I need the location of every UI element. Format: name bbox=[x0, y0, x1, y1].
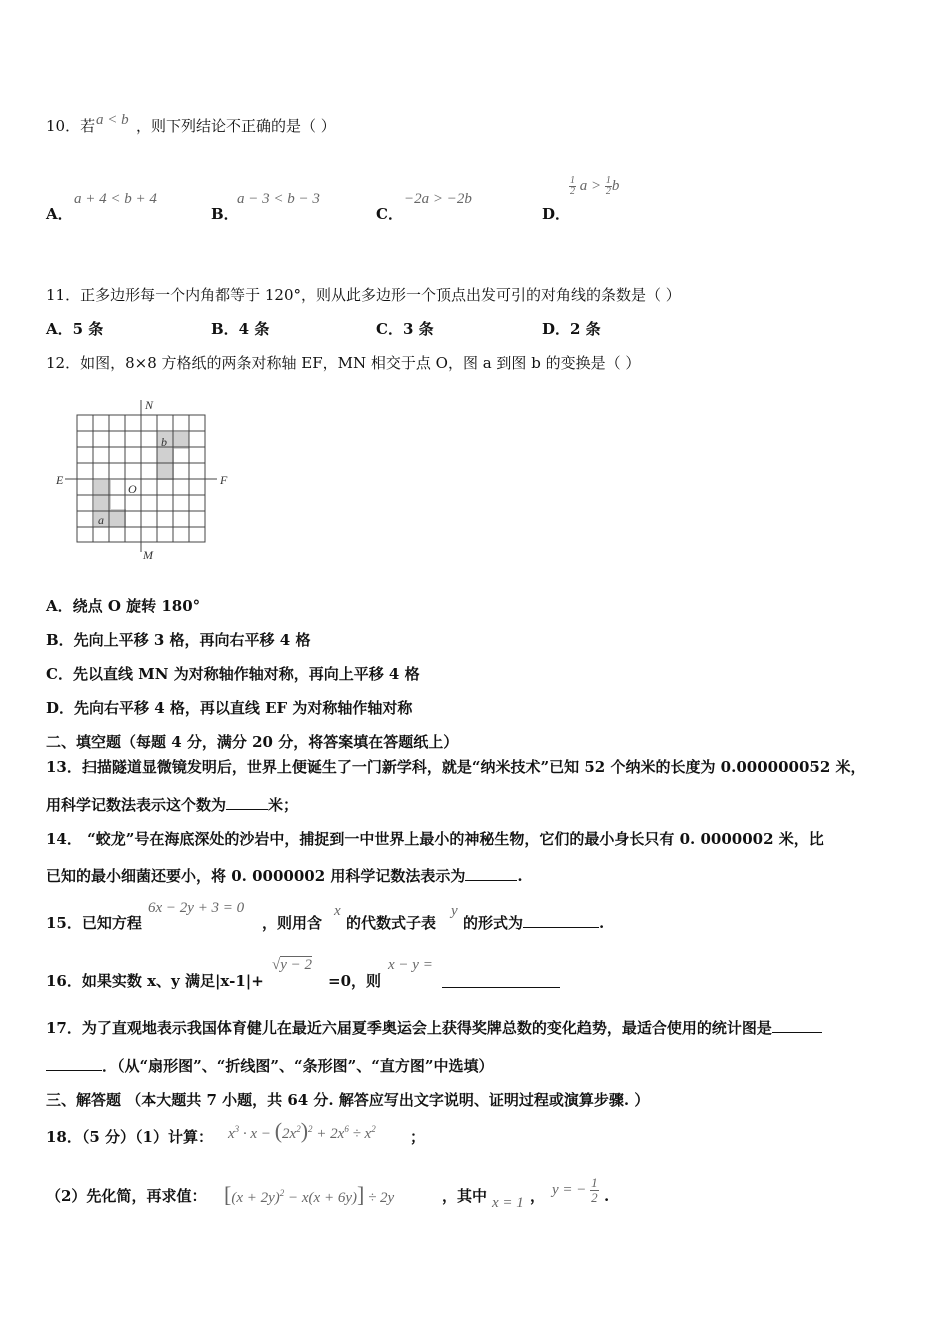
q18-y-value: y = − $\frac{1}{2}$ bbox=[552, 1175, 598, 1205]
q13-line1: 13．扫描隧道显微镜发明后，世界上便诞生了一门新学科，就是“纳米技术”已知 52 个纳米的长度为 0.000000052 米， bbox=[46, 758, 866, 776]
q18-end: . bbox=[604, 1187, 610, 1205]
q13-answer-blank[interactable] bbox=[226, 795, 268, 810]
q18-x-value: x = 1 bbox=[492, 1195, 524, 1211]
q12-option-b: B．先向上平移 3 格，再向右平移 4 格 bbox=[46, 631, 311, 649]
q12-option-d: D．先向右平移 4 格，再以直线 EF 为对称轴作轴对称 bbox=[46, 699, 413, 717]
q16-stem: 16．如果实数 x、y 满足|x-1|+ bbox=[46, 972, 264, 990]
section-3-heading: 三、解答题 （本大题共 7 小题，共 64 分. 解答应写出文字说明、证明过程或演算步骤. ） bbox=[46, 1091, 650, 1109]
q18-part2-expression: $[(x + 2y)^2 - x(x + 6y)] \div 2y$ bbox=[224, 1182, 395, 1207]
q15-end: . bbox=[599, 914, 605, 932]
q11-option-c: C．3 条 bbox=[376, 320, 434, 338]
q10-option-d-expr: $\frac{1}{2}$ a > $\frac{1}{2}$ b bbox=[570, 175, 620, 197]
q16-sqrt: √y − 2 bbox=[272, 957, 313, 973]
q15-mid2: 的代数式子表 bbox=[346, 914, 437, 932]
q17-line2: ．（从“扇形图”、“折线图”、“条形图”、“直方图”中选填） bbox=[102, 1057, 494, 1075]
q10-option-a-label: A． bbox=[46, 205, 73, 223]
q18-part1-expression: $x^3 \cdot x - (2x^2)^2 + 2x^6 \div x^2$ bbox=[228, 1118, 376, 1143]
q12-grid-figure bbox=[52, 395, 242, 565]
q10-option-b-label: B． bbox=[211, 205, 239, 223]
label-M: M bbox=[143, 548, 153, 562]
label-a: a bbox=[98, 513, 104, 527]
q16-mid: =0，则 bbox=[328, 972, 382, 990]
q15-stem: 15．已知方程 bbox=[46, 914, 142, 932]
q14-end: . bbox=[517, 867, 523, 885]
q15-y: y bbox=[451, 903, 458, 919]
q10-option-b-expr: a − 3 < b − 3 bbox=[237, 191, 320, 207]
q12-option-a: A．绕点 O 旋转 180° bbox=[46, 597, 201, 615]
q14-answer-blank[interactable] bbox=[465, 866, 517, 881]
label-N: N bbox=[145, 398, 154, 412]
q10-condition: a < b bbox=[96, 112, 129, 128]
label-O: O bbox=[128, 482, 137, 496]
q13-line2: 用科学记数法表示这个数为 bbox=[46, 796, 227, 814]
q11-stem: 11．正多边形每一个内角都等于 120°，则从此多边形一个顶点出发可引的对角线的条数是（ ） bbox=[46, 286, 681, 304]
q14-line2: 已知的最小细菌还要小，将 0. 0000002 用科学记数法表示为 bbox=[46, 867, 466, 885]
label-F: F bbox=[220, 473, 228, 487]
q18-part1-label: 18．（5 分）（1）计算： bbox=[46, 1128, 213, 1146]
q10-option-a-expr: a + 4 < b + 4 bbox=[74, 191, 157, 207]
q12-option-c: C．先以直线 MN 为对称轴作轴对称，再向上平移 4 格 bbox=[46, 665, 420, 683]
q13-unit: 米； bbox=[268, 796, 299, 814]
q10-option-c-expr: −2a > −2b bbox=[404, 191, 472, 207]
q10-option-d-label: D． bbox=[542, 205, 571, 223]
q10-stem-tail: ，则下列结论不正确的是（ ） bbox=[136, 117, 336, 135]
q15-answer-blank[interactable] bbox=[523, 913, 599, 928]
label-b: b bbox=[161, 435, 167, 449]
q11-option-d: D．2 条 bbox=[542, 320, 601, 338]
shape-b-lower bbox=[157, 449, 174, 480]
label-E: E bbox=[56, 473, 64, 487]
q11-option-a: A．5 条 bbox=[46, 320, 104, 338]
q10-option-c-label: C． bbox=[376, 205, 403, 223]
q14-line1: 14． “蛟龙”号在海底深处的沙岩中，捕捉到一中世界上最小的神秘生物，它们的最小身长只有 0. 0000002 米，比 bbox=[46, 830, 824, 848]
q12-stem: 12．如图，8×8 方格纸的两条对称轴 EF，MN 相交于点 O，图 a 到图 b 的变换是（ ） bbox=[46, 354, 641, 372]
q18-part1-end: ； bbox=[410, 1128, 426, 1146]
q17-answer-blank-1[interactable] bbox=[772, 1018, 822, 1033]
q16-expr: x − y = bbox=[388, 957, 433, 973]
q17-answer-blank-2[interactable] bbox=[46, 1056, 102, 1071]
section-2-heading: 二、填空题（每题 4 分，满分 20 分，将答案填在答题纸上） bbox=[46, 733, 459, 751]
q15-mid1: ，则用含 bbox=[262, 914, 323, 932]
q17-line1: 17．为了直观地表示我国体育健儿在最近六届夏季奥运会上获得奖牌总数的变化趋势，最适合使用的统计图是 bbox=[46, 1019, 772, 1037]
q18-part2-label: （2）先化简，再求值： bbox=[46, 1187, 207, 1205]
q15-x: x bbox=[334, 903, 341, 919]
q15-equation: 6x − 2y + 3 = 0 bbox=[148, 900, 245, 916]
q15-tail: 的形式为 bbox=[463, 914, 524, 932]
q11-option-b: B．4 条 bbox=[211, 320, 270, 338]
q16-answer-blank[interactable] bbox=[442, 973, 560, 988]
q18-sep: ， bbox=[530, 1187, 546, 1205]
q10-stem: 10．若 bbox=[46, 117, 96, 135]
q18-part2-mid: ，其中 bbox=[442, 1187, 488, 1205]
